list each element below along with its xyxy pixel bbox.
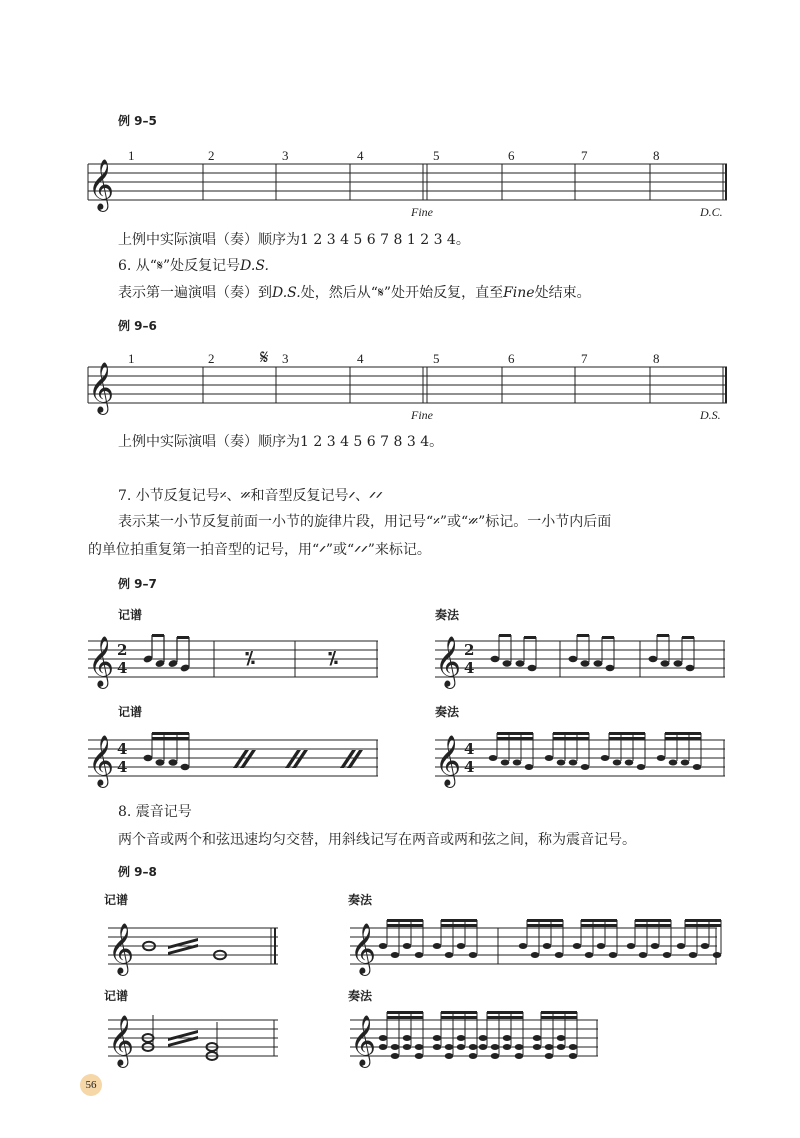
measure-repeat-icon: ⁒ — [245, 648, 256, 669]
order-text-2: 上例中实际演唱（奏）顺序为1 2 3 4 5 6 7 8 3 4。 — [118, 434, 444, 450]
time-sig-bottom: 4 — [117, 659, 128, 677]
measure-number: 2 — [208, 148, 215, 163]
example-label-9-6: 例 9–6 — [118, 319, 157, 333]
measure-number: 3 — [282, 351, 289, 366]
notation-label: 记谱 — [104, 989, 129, 1003]
treble-clef-icon: 𝄞 — [88, 159, 115, 210]
segno-icon: 𝄋 — [377, 285, 384, 301]
performance-label: 奏法 — [348, 893, 373, 907]
measure-number: 4 — [357, 148, 364, 163]
measure-number: 1 — [128, 351, 135, 366]
time-sig-top: 4 — [117, 740, 128, 758]
measure-number: 6 — [508, 351, 515, 366]
fine-mark: Fine — [411, 205, 433, 219]
ds-mark: D.S. — [700, 408, 721, 422]
time-sig-bottom: 4 — [464, 758, 475, 776]
performance-label: 奏法 — [435, 608, 460, 622]
treble-clef-icon: 𝄞 — [108, 1015, 135, 1066]
measure-number: 1 — [128, 148, 135, 163]
time-sig-top: 2 — [464, 641, 475, 659]
measure-number: 6 — [508, 148, 515, 163]
example-label-9-8: 例 9–8 — [118, 865, 157, 879]
time-sig-top: 2 — [117, 641, 128, 659]
staff-8b — [350, 919, 721, 976]
section-8-heading: 8. 震音记号 — [118, 804, 192, 820]
section-6-description: 表示第一遍演唱（奏）到D.S.处，然后从“𝄋”处开始反复，直至Fine处结束。 — [118, 285, 591, 301]
measure-repeat-icon: ⁒ — [328, 648, 339, 669]
treble-clef-icon: 𝄞 — [88, 362, 115, 413]
treble-clef-icon: 𝄞 — [350, 1015, 377, 1066]
treble-clef-icon: 𝄞 — [108, 923, 135, 974]
measure-number: 7 — [581, 148, 588, 163]
staff-8c — [108, 1015, 278, 1068]
fine-mark: Fine — [411, 408, 433, 422]
measure-number: 5 — [433, 148, 440, 163]
section-7-description-line1: 表示某一小节反复前面一小节的旋律片段，用记号“𝄎”或“𝄏”标记。一小节内后面 — [118, 514, 612, 530]
treble-clef-icon: 𝄞 — [435, 636, 462, 687]
measure-number: 4 — [357, 351, 364, 366]
measure-number: 7 — [581, 351, 588, 366]
treble-clef-icon: 𝄞 — [435, 735, 462, 786]
measure-number: 8 — [653, 351, 660, 366]
segno-icon: 𝄋 — [260, 345, 269, 369]
notation-label: 记谱 — [104, 893, 129, 907]
section-6-heading: 6. 从“𝄋”处反复记号D.S. — [118, 258, 269, 274]
measure-number: 3 — [282, 148, 289, 163]
measure-number: 8 — [653, 148, 660, 163]
treble-clef-icon: 𝄞 — [88, 636, 115, 687]
section-8-description: 两个音或两个和弦迅速均匀交替，用斜线记写在两音或两和弦之间，称为震音记号。 — [118, 832, 636, 848]
staff-8d — [350, 1011, 598, 1068]
time-sig-bottom: 4 — [464, 659, 475, 677]
treble-clef-icon: 𝄞 — [350, 923, 377, 974]
staff-8a — [108, 923, 278, 976]
segno-icon: 𝄋 — [156, 258, 163, 274]
page-number: 56 — [80, 1074, 102, 1096]
performance-label: 奏法 — [435, 705, 460, 719]
example-label-9-7: 例 9–7 — [118, 577, 157, 591]
measure-number: 2 — [208, 351, 215, 366]
example-label-9-5: 例 9–5 — [118, 114, 157, 128]
section-7-heading: 7. 小节反复记号𝄎、𝄏和音型反复记号𝄍、𝄍𝄍 — [118, 488, 383, 504]
order-text-1: 上例中实际演唱（奏）顺序为1 2 3 4 5 6 7 8 1 2 3 4。 — [118, 232, 470, 248]
section-7-description-line2: 的单位拍重复第一拍音型的记号，用“𝄍”或“𝄍𝄍”来标记。 — [88, 542, 431, 558]
treble-clef-icon: 𝄞 — [88, 735, 115, 786]
time-sig-top: 4 — [464, 740, 475, 758]
measure-number: 5 — [433, 351, 440, 366]
time-sig-bottom: 4 — [117, 758, 128, 776]
performance-label: 奏法 — [348, 989, 373, 1003]
notation-label: 记谱 — [118, 705, 143, 719]
notation-label: 记谱 — [118, 608, 143, 622]
dc-mark: D.C. — [700, 205, 723, 219]
